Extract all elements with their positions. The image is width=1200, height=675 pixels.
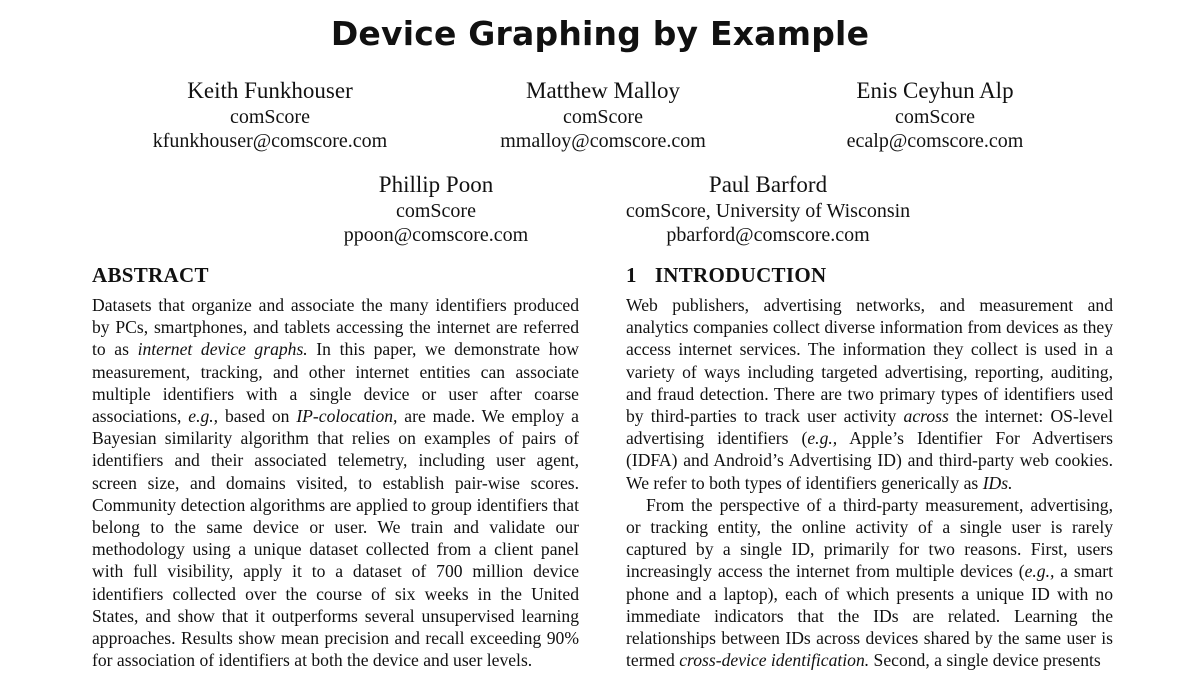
text-run: are made. We employ a Bayesian similarity algorithm that relies on examples of pairs of identifiers and their associated telemetry, including user agent, screen size, and domains visited, to establish pair-wise scores. Community detection algorithms are applied to group identifiers that belong to the same device or user. We train and validate our methodology using a unique dataset collected from a client panel with full visibility, apply it to a dataset of 700 million device identifiers collected over the course of six weeks in the United States, and show that it outperforms several unsupervised learning approaches. Results show mean precision and recall exceeding 90% for association of identifiers at both the device and user levels. xyxy=(92,406,579,671)
abstract-heading: ABSTRACT xyxy=(92,263,209,287)
introduction-heading xyxy=(626,262,1113,288)
author-email: kfunkhouser@comscore.com xyxy=(152,130,388,152)
author-block xyxy=(286,171,586,247)
author-block xyxy=(598,171,938,247)
text-run: Web publishers, advertising networks, and measurement and analytics companies collect diverse information from devices as they access internet services. The information they collect is used in a variety of ways including targeted advertising, reporting, auditing, and fraud detection. There are two primary types of identifiers used by third-parties to track user activity xyxy=(626,295,1113,427)
text-run: In this paper, we demonstrate how measurement, tracking, and other internet entities can associate multiple identifiers with a single device or user after coarse associations, xyxy=(92,339,579,427)
emphasis: across xyxy=(903,406,949,427)
author-affiliation: comScore xyxy=(563,106,643,128)
text-run: based on xyxy=(218,406,297,427)
emphasis: internet device graphs. xyxy=(137,339,308,360)
author-email: ecalp@comscore.com xyxy=(846,130,1024,152)
abstract-text xyxy=(92,294,579,671)
emphasis: e.g., xyxy=(1024,561,1055,582)
author-name: Paul Barford xyxy=(708,172,828,197)
text-run: Second, a single device presents xyxy=(869,650,1101,671)
emphasis: e.g., xyxy=(188,406,219,427)
abstract-section xyxy=(92,262,579,671)
author-email: ppoon@comscore.com xyxy=(343,224,529,246)
emphasis: IP-colocation, xyxy=(296,406,398,427)
section-number: 1 xyxy=(626,263,637,287)
author-affiliation: comScore xyxy=(230,106,310,128)
introduction-section xyxy=(626,262,1113,671)
author-affiliation: comScore, University of Wisconsin xyxy=(625,200,911,222)
author-email: mmalloy@comscore.com xyxy=(500,130,706,152)
intro-paragraph-1 xyxy=(626,294,1113,494)
text-run: Datasets that organize and associate the many identifiers produced by PCs, smartphones, and tablets accessing the internet are referred to as xyxy=(92,295,579,360)
author-block xyxy=(120,77,420,153)
emphasis: cross-device identification. xyxy=(679,650,870,671)
author-block xyxy=(453,77,753,153)
author-name: Matthew Malloy xyxy=(526,78,680,103)
author-name: Phillip Poon xyxy=(378,172,494,197)
text-run: the internet: OS-level advertising identifiers ( xyxy=(626,406,1113,449)
paper-title: Device Graphing by Example xyxy=(330,14,870,53)
author-name: Enis Ceyhun Alp xyxy=(856,78,1014,103)
section-title: INTRODUCTION xyxy=(654,263,827,287)
emphasis: e.g., xyxy=(807,428,838,449)
intro-paragraph-2 xyxy=(626,494,1113,672)
author-affiliation: comScore xyxy=(396,200,476,222)
author-name: Keith Funkhouser xyxy=(187,78,353,103)
author-email: pbarford@comscore.com xyxy=(666,224,870,246)
author-affiliation: comScore xyxy=(895,106,975,128)
text-run: a smart phone and a laptop), each of which presents a unique ID with no immediate indicators that the IDs are related. Learning the relationships between IDs across devices shared by the same user is termed xyxy=(626,561,1113,671)
text-run: From the perspective of a third-party measurement, advertising, or tracking entity, the online activity of a single user is rarely captured by a single ID, primarily for two reasons. First, users increasingly access the internet from multiple devices ( xyxy=(626,494,1113,582)
emphasis: IDs. xyxy=(982,472,1013,493)
text-run: Apple’s Identifier For Advertisers (IDFA) and Android’s Advertising ID) and third-party web cookies. We refer to both types of identifiers generically as xyxy=(626,428,1113,493)
author-block xyxy=(785,77,1085,153)
